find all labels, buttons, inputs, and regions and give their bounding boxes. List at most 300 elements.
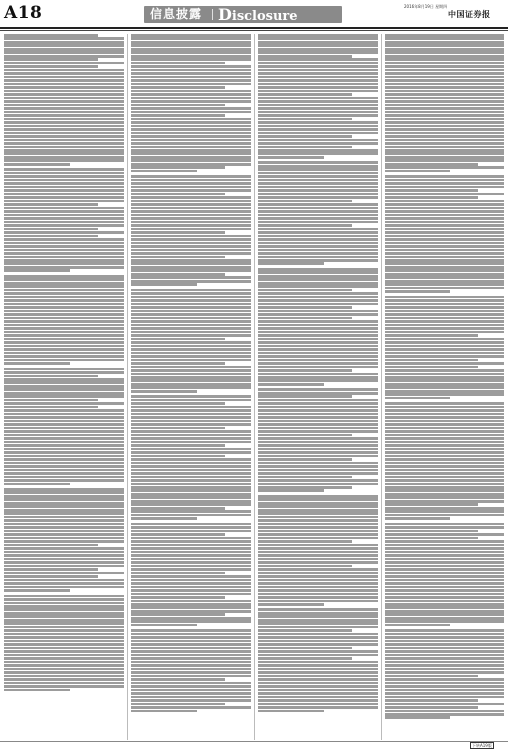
text-line <box>131 558 251 561</box>
text-line <box>131 324 251 327</box>
text-line <box>4 114 124 117</box>
text-line <box>258 575 378 578</box>
text-line <box>131 273 225 276</box>
text-line <box>258 79 378 82</box>
text-line <box>131 643 251 646</box>
text-line <box>4 568 98 571</box>
text-line <box>131 369 251 372</box>
text-line <box>4 348 124 351</box>
text-column-3 <box>258 34 378 740</box>
text-line <box>131 526 251 529</box>
text-line <box>4 579 124 582</box>
text-line <box>131 313 251 316</box>
text-line <box>131 551 251 554</box>
text-line <box>385 483 504 486</box>
text-line <box>385 355 504 358</box>
text-line <box>4 540 124 543</box>
text-line <box>258 596 378 599</box>
text-line <box>385 259 504 262</box>
text-line <box>258 355 378 358</box>
text-line <box>258 313 378 316</box>
text-line <box>385 636 504 639</box>
text-line <box>131 416 251 419</box>
text-line <box>258 640 378 643</box>
text-line <box>385 586 504 589</box>
text-line <box>385 125 504 128</box>
text-line <box>385 249 504 252</box>
text-line <box>131 706 251 709</box>
text-line <box>258 268 378 271</box>
text-line <box>4 399 98 402</box>
text-line <box>385 214 504 217</box>
text-line <box>131 203 251 206</box>
text-line <box>258 579 378 582</box>
text-line <box>4 483 70 486</box>
text-line <box>258 275 378 278</box>
text-line <box>4 671 124 674</box>
text-line <box>258 172 378 175</box>
text-line <box>4 156 124 159</box>
text-line <box>4 334 124 337</box>
text-line <box>258 231 378 234</box>
text-line <box>385 706 478 709</box>
text-line <box>385 51 504 54</box>
text-line <box>258 44 378 47</box>
text-line <box>258 586 378 589</box>
text-line <box>258 519 378 522</box>
text-line <box>4 448 124 451</box>
text-line <box>131 510 251 513</box>
text-line <box>4 664 124 667</box>
text-line <box>131 83 251 86</box>
text-line <box>258 217 378 220</box>
text-line <box>385 547 504 550</box>
text-line <box>258 668 378 671</box>
text-line <box>131 366 251 369</box>
text-line <box>258 58 378 61</box>
text-line <box>4 547 124 550</box>
text-line <box>385 558 504 561</box>
text-line <box>4 657 124 660</box>
text-line <box>385 643 504 646</box>
text-line <box>258 512 378 515</box>
text-line <box>4 551 124 554</box>
text-line <box>258 107 378 110</box>
text-line <box>131 462 251 465</box>
text-line <box>258 186 378 189</box>
text-line <box>385 617 504 620</box>
text-line <box>258 703 378 706</box>
text-line <box>385 561 504 564</box>
text-line <box>131 118 251 121</box>
text-line <box>4 589 70 592</box>
text-line <box>258 402 378 405</box>
text-line <box>131 575 251 578</box>
text-line <box>4 359 124 362</box>
text-line <box>385 170 450 173</box>
text-line <box>258 399 378 402</box>
text-line <box>4 125 124 128</box>
text-line <box>258 118 352 121</box>
text-line <box>258 544 378 547</box>
text-line <box>385 664 504 667</box>
text-line <box>131 582 251 585</box>
text-line <box>131 97 251 100</box>
text-line <box>131 678 225 681</box>
text-line <box>131 44 251 47</box>
text-line <box>4 159 124 162</box>
text-line <box>258 643 378 646</box>
text-line <box>258 259 378 262</box>
text-line <box>131 331 251 334</box>
text-line <box>4 643 124 646</box>
text-line <box>131 657 251 660</box>
text-line <box>258 622 378 625</box>
text-line <box>258 292 378 295</box>
text-line <box>4 526 124 529</box>
text-line <box>385 139 504 142</box>
text-line <box>4 533 124 536</box>
text-line <box>4 128 124 131</box>
column-divider <box>254 34 255 740</box>
text-line <box>385 716 450 719</box>
text-line <box>258 423 378 426</box>
text-line <box>4 69 124 72</box>
text-line <box>258 692 378 695</box>
text-line <box>258 675 378 678</box>
text-line <box>258 139 378 142</box>
text-line <box>131 128 251 131</box>
text-line <box>4 317 124 320</box>
text-line <box>258 242 378 245</box>
text-line <box>258 334 378 337</box>
text-line <box>385 383 504 386</box>
text-line <box>4 296 124 299</box>
text-line <box>4 182 124 185</box>
text-line <box>258 554 378 557</box>
text-line <box>131 114 225 117</box>
text-line <box>4 107 124 110</box>
text-line <box>131 93 251 96</box>
text-line <box>4 186 124 189</box>
text-line <box>385 313 504 316</box>
text-line <box>4 41 124 44</box>
text-line <box>131 245 251 248</box>
text-line <box>258 619 378 622</box>
text-line <box>258 395 352 398</box>
text-line <box>131 121 251 124</box>
text-line <box>258 689 378 692</box>
text-line <box>131 379 251 382</box>
text-line <box>4 381 124 384</box>
text-line <box>131 259 251 262</box>
text-line <box>131 132 251 135</box>
text-line <box>131 593 251 596</box>
text-line <box>131 210 251 213</box>
text-line <box>258 41 378 44</box>
text-line <box>258 135 352 138</box>
text-line <box>131 530 251 533</box>
text-line <box>4 228 98 231</box>
text-line <box>4 245 124 248</box>
text-line <box>131 317 251 320</box>
text-line <box>4 608 124 611</box>
text-line <box>4 48 124 51</box>
text-line <box>4 561 124 564</box>
text-line <box>385 682 504 685</box>
text-line <box>258 121 378 124</box>
text-line <box>385 479 504 482</box>
text-line <box>4 324 124 327</box>
text-line <box>385 710 504 713</box>
text-line <box>131 517 197 520</box>
text-line <box>4 612 124 615</box>
text-line <box>258 282 378 285</box>
text-line <box>258 37 378 40</box>
text-line <box>385 469 504 472</box>
text-line <box>385 486 504 489</box>
text-line <box>385 121 504 124</box>
text-line <box>131 76 251 79</box>
text-line <box>4 479 124 482</box>
text-line <box>131 231 225 234</box>
text-line <box>258 324 378 327</box>
text-line <box>4 661 124 664</box>
text-line <box>385 647 504 650</box>
text-line <box>131 606 251 609</box>
text-line <box>385 533 504 536</box>
section-divider <box>212 9 213 20</box>
text-line <box>258 612 378 615</box>
text-line <box>258 489 324 492</box>
text-line <box>131 327 251 330</box>
text-line <box>258 51 378 54</box>
text-line <box>131 217 251 220</box>
text-line <box>385 152 504 155</box>
text-line <box>385 359 478 362</box>
text-line <box>258 369 352 372</box>
text-line <box>131 146 251 149</box>
text-line <box>131 224 251 227</box>
text-line <box>131 661 251 664</box>
text-line <box>258 476 352 479</box>
text-line <box>385 589 504 592</box>
text-line <box>258 175 378 178</box>
text-line <box>258 388 378 391</box>
text-line <box>385 273 504 276</box>
text-line <box>131 572 225 575</box>
text-line <box>258 437 378 440</box>
text-line <box>258 338 378 341</box>
text-line <box>385 93 504 96</box>
text-line <box>4 327 124 330</box>
text-line <box>258 83 378 86</box>
text-line <box>258 352 378 355</box>
text-line <box>131 540 251 543</box>
header-rule-thin <box>0 30 508 31</box>
text-line <box>4 495 124 498</box>
text-line <box>385 517 450 520</box>
text-line <box>131 362 225 365</box>
text-line <box>258 69 378 72</box>
text-line <box>131 434 251 437</box>
text-line <box>258 362 378 365</box>
text-line <box>385 416 504 419</box>
text-line <box>258 299 378 302</box>
text-line <box>4 252 124 255</box>
text-line <box>4 678 124 681</box>
text-line <box>385 699 478 702</box>
text-line <box>4 79 124 82</box>
text-line <box>385 444 504 447</box>
text-line <box>4 221 124 224</box>
text-line <box>385 369 504 372</box>
text-line <box>131 214 251 217</box>
text-line <box>131 390 197 393</box>
text-line <box>4 34 98 37</box>
section-title-en <box>218 6 298 25</box>
text-line <box>131 441 251 444</box>
text-line <box>258 345 378 348</box>
text-line <box>4 512 124 515</box>
text-line <box>385 166 504 169</box>
text-line <box>131 262 251 265</box>
text-line <box>258 523 378 526</box>
text-line <box>385 465 504 468</box>
text-line <box>258 249 378 252</box>
text-line <box>4 285 124 288</box>
text-line <box>258 221 378 224</box>
text-line <box>4 406 98 409</box>
text-line <box>131 149 251 152</box>
text-line <box>385 544 504 547</box>
text-line <box>4 275 124 278</box>
text-line <box>258 608 378 611</box>
text-line <box>4 292 124 295</box>
text-line <box>385 128 504 131</box>
text-line <box>4 502 124 505</box>
text-line <box>131 345 251 348</box>
text-line <box>131 289 251 292</box>
text-line <box>4 72 124 75</box>
text-line <box>258 682 378 685</box>
text-line <box>258 303 378 306</box>
text-line <box>258 472 378 475</box>
text-line <box>131 276 251 279</box>
text-line <box>258 657 352 660</box>
text-line <box>131 256 225 259</box>
text-line <box>258 235 378 238</box>
text-line <box>131 159 251 162</box>
text-line <box>385 48 504 51</box>
text-line <box>131 402 225 405</box>
text-line <box>385 348 504 351</box>
text-line <box>131 166 225 169</box>
text-line <box>258 615 378 618</box>
text-line <box>131 483 251 486</box>
text-line <box>258 430 378 433</box>
section-banner <box>144 6 342 23</box>
text-line <box>385 437 504 440</box>
text-line <box>131 152 251 155</box>
text-line <box>385 334 478 337</box>
text-line <box>4 434 124 437</box>
text-line <box>385 262 504 265</box>
text-line <box>4 217 124 220</box>
text-line <box>131 696 251 699</box>
text-line <box>385 100 504 103</box>
text-line <box>131 266 251 269</box>
text-line <box>258 278 378 281</box>
text-line <box>385 551 504 554</box>
text-line <box>258 465 378 468</box>
text-line <box>385 235 504 238</box>
text-line <box>385 650 504 653</box>
text-line <box>258 224 352 227</box>
section-title-en-rest: isclosure <box>231 9 298 24</box>
text-line <box>258 104 378 107</box>
text-line <box>385 420 504 423</box>
text-line <box>258 252 378 255</box>
text-line <box>131 320 251 323</box>
text-line <box>258 245 378 248</box>
text-line <box>131 671 251 674</box>
text-line <box>385 582 504 585</box>
text-line <box>258 699 378 702</box>
text-line <box>4 516 124 519</box>
text-line <box>385 629 504 632</box>
text-line <box>385 276 504 279</box>
text-line <box>258 509 378 512</box>
text-line <box>258 379 378 382</box>
text-line <box>385 280 504 283</box>
text-line <box>385 324 504 327</box>
text-line <box>385 55 504 58</box>
text-line <box>385 217 504 220</box>
text-line <box>385 406 504 409</box>
page-header <box>0 0 508 26</box>
text-line <box>258 629 352 632</box>
text-line <box>385 290 450 293</box>
text-line <box>385 596 504 599</box>
text-line <box>4 172 124 175</box>
text-line <box>131 125 251 128</box>
text-line <box>385 135 504 138</box>
text-line <box>385 455 504 458</box>
text-line <box>131 668 251 671</box>
text-line <box>131 523 251 526</box>
text-line <box>258 327 378 330</box>
text-line <box>4 207 124 210</box>
text-line <box>131 640 251 643</box>
text-line <box>4 44 124 47</box>
text-line <box>131 41 251 44</box>
text-line <box>4 537 124 540</box>
text-line <box>385 458 504 461</box>
text-line <box>4 619 124 622</box>
text-line <box>258 469 378 472</box>
text-line <box>131 228 251 231</box>
text-line <box>4 242 124 245</box>
text-line <box>131 238 251 241</box>
section-title-cn: 信息披露 <box>150 7 203 21</box>
text-line <box>385 111 504 114</box>
text-line <box>4 331 124 334</box>
text-line <box>4 685 124 688</box>
text-line <box>131 58 251 61</box>
text-line <box>131 352 251 355</box>
text-line <box>131 579 251 582</box>
